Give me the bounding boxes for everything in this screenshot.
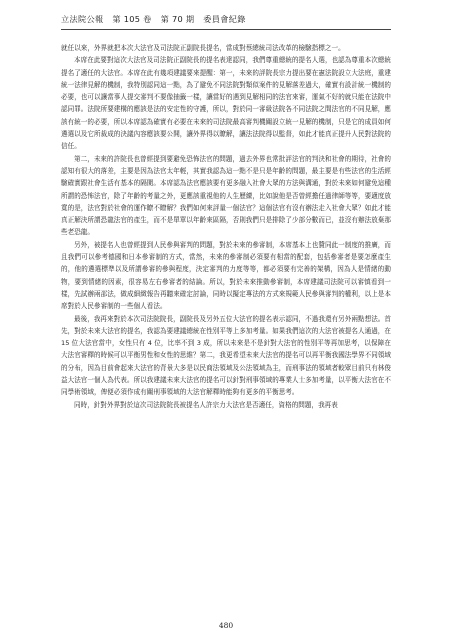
issue-number: 第 70 期 — [160, 14, 195, 24]
page-header — [61, 11, 391, 29]
volume-number: 第 105 卷 — [112, 14, 152, 24]
paragraph: 最後，我再來對於本次司法院院長，副院長及另外五位大法官的提名表示認同，不過我還有另外兩點想法。首先，對於未來大法官的提名，我認為要建議總統在性別平等上多加考量。如果我們這次的大法官被提名人通過，在 15 位大法官當中，女性只有 4 位，比率不到 3 成，所以未來是不是針對大法官的性別平等再加思考，以保障在大法官審釋的時候可以平衡男性和女性的思維？第二，我更希望未來大法官的提名可以再平衡我國法學界不同領域的分布，因為目前會起來大法官的背景大多是以民商法領域及公法領域為主，而刑事法的領域者較眾目前只有林俊益大法官一個人為代表。所以我建議未來大法官的提名可以針對刑事領域的專業人士多加考量，以平衡大法官在不同學術領域，俾便必須作成有關刑事領域的大法官解釋時能夠有更多的平衡思考。 — [61, 314, 391, 397]
paragraph: 第二，未來的許院長也曾經提到要避免恐怖法官的問題，過去外界也常批評法官的判決和社會的期待，社會的認知有很大的落差，主要是因為法官太年輕，其實我認為這一點不是只是年齡的問題，最主要是有些法官的生活經驗確實跟社會生活有基本的隔閡。本席認為法官應該要有更多融入社會大眾的方法與溝通，對於未來如何避免這種所謂的恐怖法官，除了年齡的考量之外，更應該重視他的人生歷練，比如說他是否曾經擔任過律師等等，要適度放寬的是，法官對於社會的運作瞭不瞭解？我們如何來評量一個法官？這個法官有沒有辦法走入社會大眾？如此才能真正解決所謂恐龍法官的產生，而不是單單以年齡來區隔，否則我們只是排除了少部分數而已，並沒有辦法放棄那些老恐龍。 — [61, 154, 391, 237]
paragraph: 本席在此要對這次大法官及司法院正副院長的提名表達認同，我們尊重總統的提名人選，也認為尊重本次總統提名了適任的大法官。本席在此有幾項建議要來提醒：第一，未來的評院長宗力提出要在憲法院設立大法庭，重建統一法律見解的機制，我特別認同這一點，為了避免不同法院對類似案件的見解落差過大，確實有設計統一機制的必要，也可以讓當事人提交審判不要像抽籤一樣，讓當好的遇到見解相同的法官來審，運氣不好的就只能在法院中認同罪。法院所要建構的應該是法的安定性的守護，所以，對於同一審級法院各不同法院之間法官的不同見解，應該有統一的必要，所以本席認為確實有必要在未來的司法院最高審判機關設立統一見解的機制，只是它的成員如何遴選以及它所裁成的決議內容應該要公開，讓外界得以瞭解，讓法法院得以監督，如此才能真正提升人民對法院的信任。 — [61, 56, 391, 151]
gazette-name: 立法院公報 — [61, 14, 104, 24]
header-divider — [61, 29, 391, 30]
page-number: 480 — [218, 621, 234, 630]
paragraph: 同時，針對外界對於這次司法院院長被提名人許宗力大法官是否適任，資格的問題，我再表 — [74, 400, 338, 409]
paragraph: 就任以來，外界就把本次大法官及司法院正副院長提名，當成對蔡總統司法改革的檢驗指標之一。 — [61, 44, 345, 52]
paragraph: 另外，被提名人也曾經提到人民參與審判的問題，對於未來的參審制，本席基本上也贊同此一制度的推廣，而且我們可以參考德國和日本參審制的方式，當然，未來的參審制必須要有相當的配套，包括參審者是要怎麼產生的，他的遴選標準以及所謂參審的參與程度，決定審判的力度等等，都必須要有完善的架構，因為人是情緒的動物，要到情緒的因素，很容易左右參審者的結論。所以，對於未來推動參審制，本席建議司法院可以審慎看到一樣，先試辦兩邵法，做成細緻報告再聽來確定討論，同時以擬定專法的方式來規範人民參與審判的權利，以上是本席對於人民參審制的一些個人看法。 — [61, 240, 391, 311]
section-name: 委員會紀錄 — [203, 14, 246, 24]
document-body — [61, 42, 391, 614]
